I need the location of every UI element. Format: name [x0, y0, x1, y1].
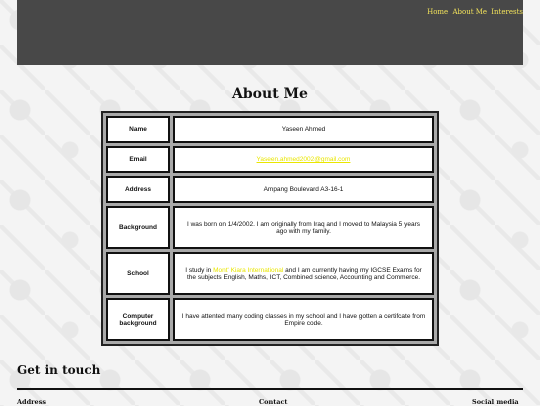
email-link[interactable]: Yaseen.ahmed2002@gmail.com [256, 156, 351, 163]
nav-link-about[interactable]: About Me [452, 8, 488, 16]
row-label-computer-background: Computer background [106, 298, 170, 341]
school-text-after: and I am currently having my IGCSE Exams for the subjects English, Maths, ICT, Combined science, Accounting and Commerce. [186, 266, 422, 281]
row-label-address: Address [106, 176, 170, 203]
row-label-school: School [106, 252, 170, 295]
about-table [101, 111, 439, 346]
row-value-computer-background: I have attented many coding classes in my school and I have gotten a certifcate from Empire code. [173, 298, 434, 341]
table-row-background [106, 206, 434, 249]
about-heading: About Me [232, 86, 308, 102]
row-value-name: Yaseen Ahmed [173, 116, 434, 143]
table-row-address [106, 176, 434, 203]
row-label-background: Background [106, 206, 170, 249]
table-row-school [106, 252, 434, 295]
header-banner [17, 0, 523, 65]
nav-link-interests[interactable]: Interests [491, 8, 523, 16]
social-media-heading: Social media [472, 398, 519, 406]
top-nav [425, 8, 523, 16]
row-label-name: Name [106, 116, 170, 143]
row-label-email: Email [106, 146, 170, 173]
table-row-email [106, 146, 434, 173]
nav-link-home[interactable]: Home [427, 8, 449, 16]
get-in-touch-heading: Get in touch [17, 363, 101, 377]
row-value-school [173, 252, 434, 295]
row-value-background: I was born on 1/4/2002. I am originally from Iraq and I moved to Malaysia 5 years ago with my family. [173, 206, 434, 249]
table-row-computer-background [106, 298, 434, 341]
school-link[interactable]: Mont' Kiara International [213, 266, 284, 274]
school-text-before: I study in [185, 266, 212, 274]
row-value-email-cell [173, 146, 434, 173]
address-heading: Address [17, 398, 47, 406]
row-value-address: Ampang Boulevard A3-16-1 [173, 176, 434, 203]
contact-heading: Contact [259, 398, 288, 406]
table-row-name [106, 116, 434, 143]
section-divider [17, 388, 523, 390]
